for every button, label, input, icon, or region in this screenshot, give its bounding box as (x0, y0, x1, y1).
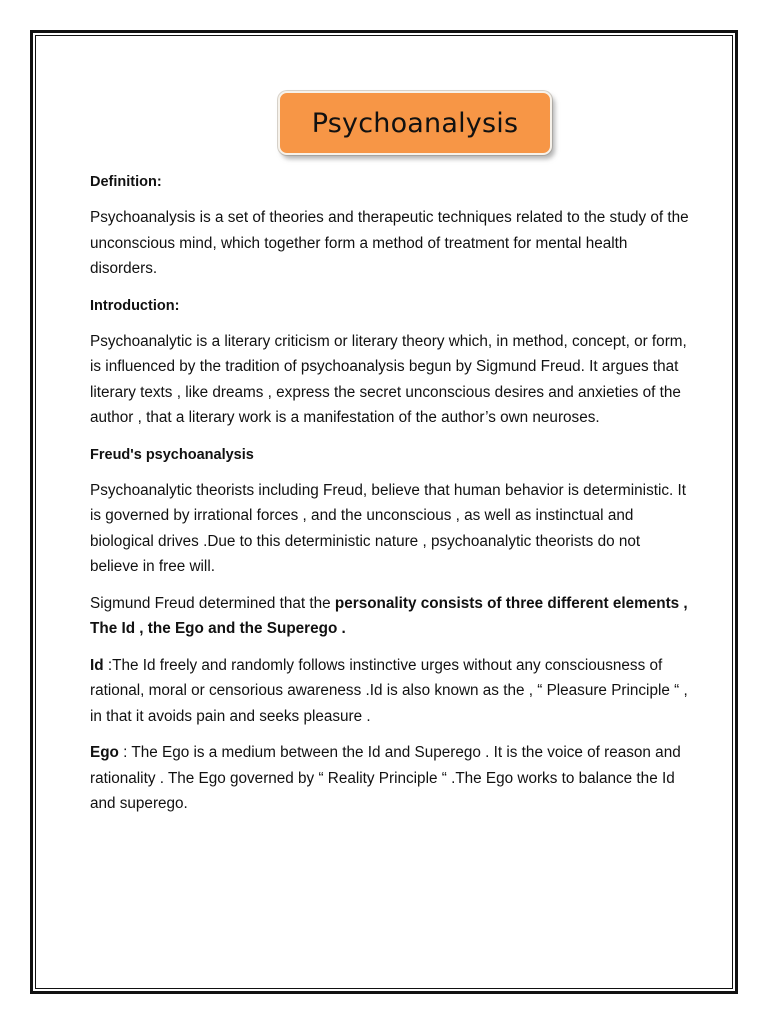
introduction-paragraph: Psychoanalytic is a literary criticism or literary theory which, in method, concept, or form, is influenced by the tradition of psychoanalysis begun by Sigmund Freud. It argues that literary texts , like dreams , express the secret unconscious desires and anxieties of the author , that a literary work is a manifestation of the author’s own neuroses. (90, 332, 687, 426)
personality-intro-text: Sigmund Freud determined that the (90, 594, 335, 612)
definition-heading: Definition: (90, 174, 162, 190)
freud-paragraph: Psychoanalytic theorists including Freud, believe that human behavior is deterministic. It is governed by irrational forces , and the unconscious , as well as instinctual and biological drives .Due to this deterministic nature , psychoanalytic theorists do not believe in free will. (90, 481, 687, 575)
ego-text: : The Ego is a medium between the Id and Superego . It is the voice of reason and rationality . The Ego governed by “ Reality Principle “ .The Ego works to balance the Id and superego. (90, 744, 681, 812)
id-text: :The Id freely and randomly follows instinctive urges without any consciousness of rational, moral or censorious awareness .Id is also known as the , “ Pleasure Principle “ , in that it avoids pain and seeks pleasure . (90, 656, 688, 725)
id-paragraph (90, 653, 690, 730)
title-box (278, 91, 552, 155)
document-body (90, 170, 690, 828)
introduction-heading: Introduction: (90, 297, 180, 314)
ego-paragraph (90, 740, 690, 817)
page-title: Psychoanalysis (311, 107, 519, 139)
definition-paragraph: Psychoanalysis is a set of theories and therapeutic techniques related to the study of the unconscious mind, which together form a method of treatment for mental health disorders. (90, 209, 689, 277)
freud-heading: Freud's psychoanalysis (90, 446, 254, 463)
personality-bold-text: personality consists of three different elements , The Id , the Ego and the Superego . (90, 594, 688, 637)
ego-term: Ego (90, 744, 119, 761)
personality-paragraph (90, 591, 690, 642)
id-term: Id (90, 656, 104, 674)
